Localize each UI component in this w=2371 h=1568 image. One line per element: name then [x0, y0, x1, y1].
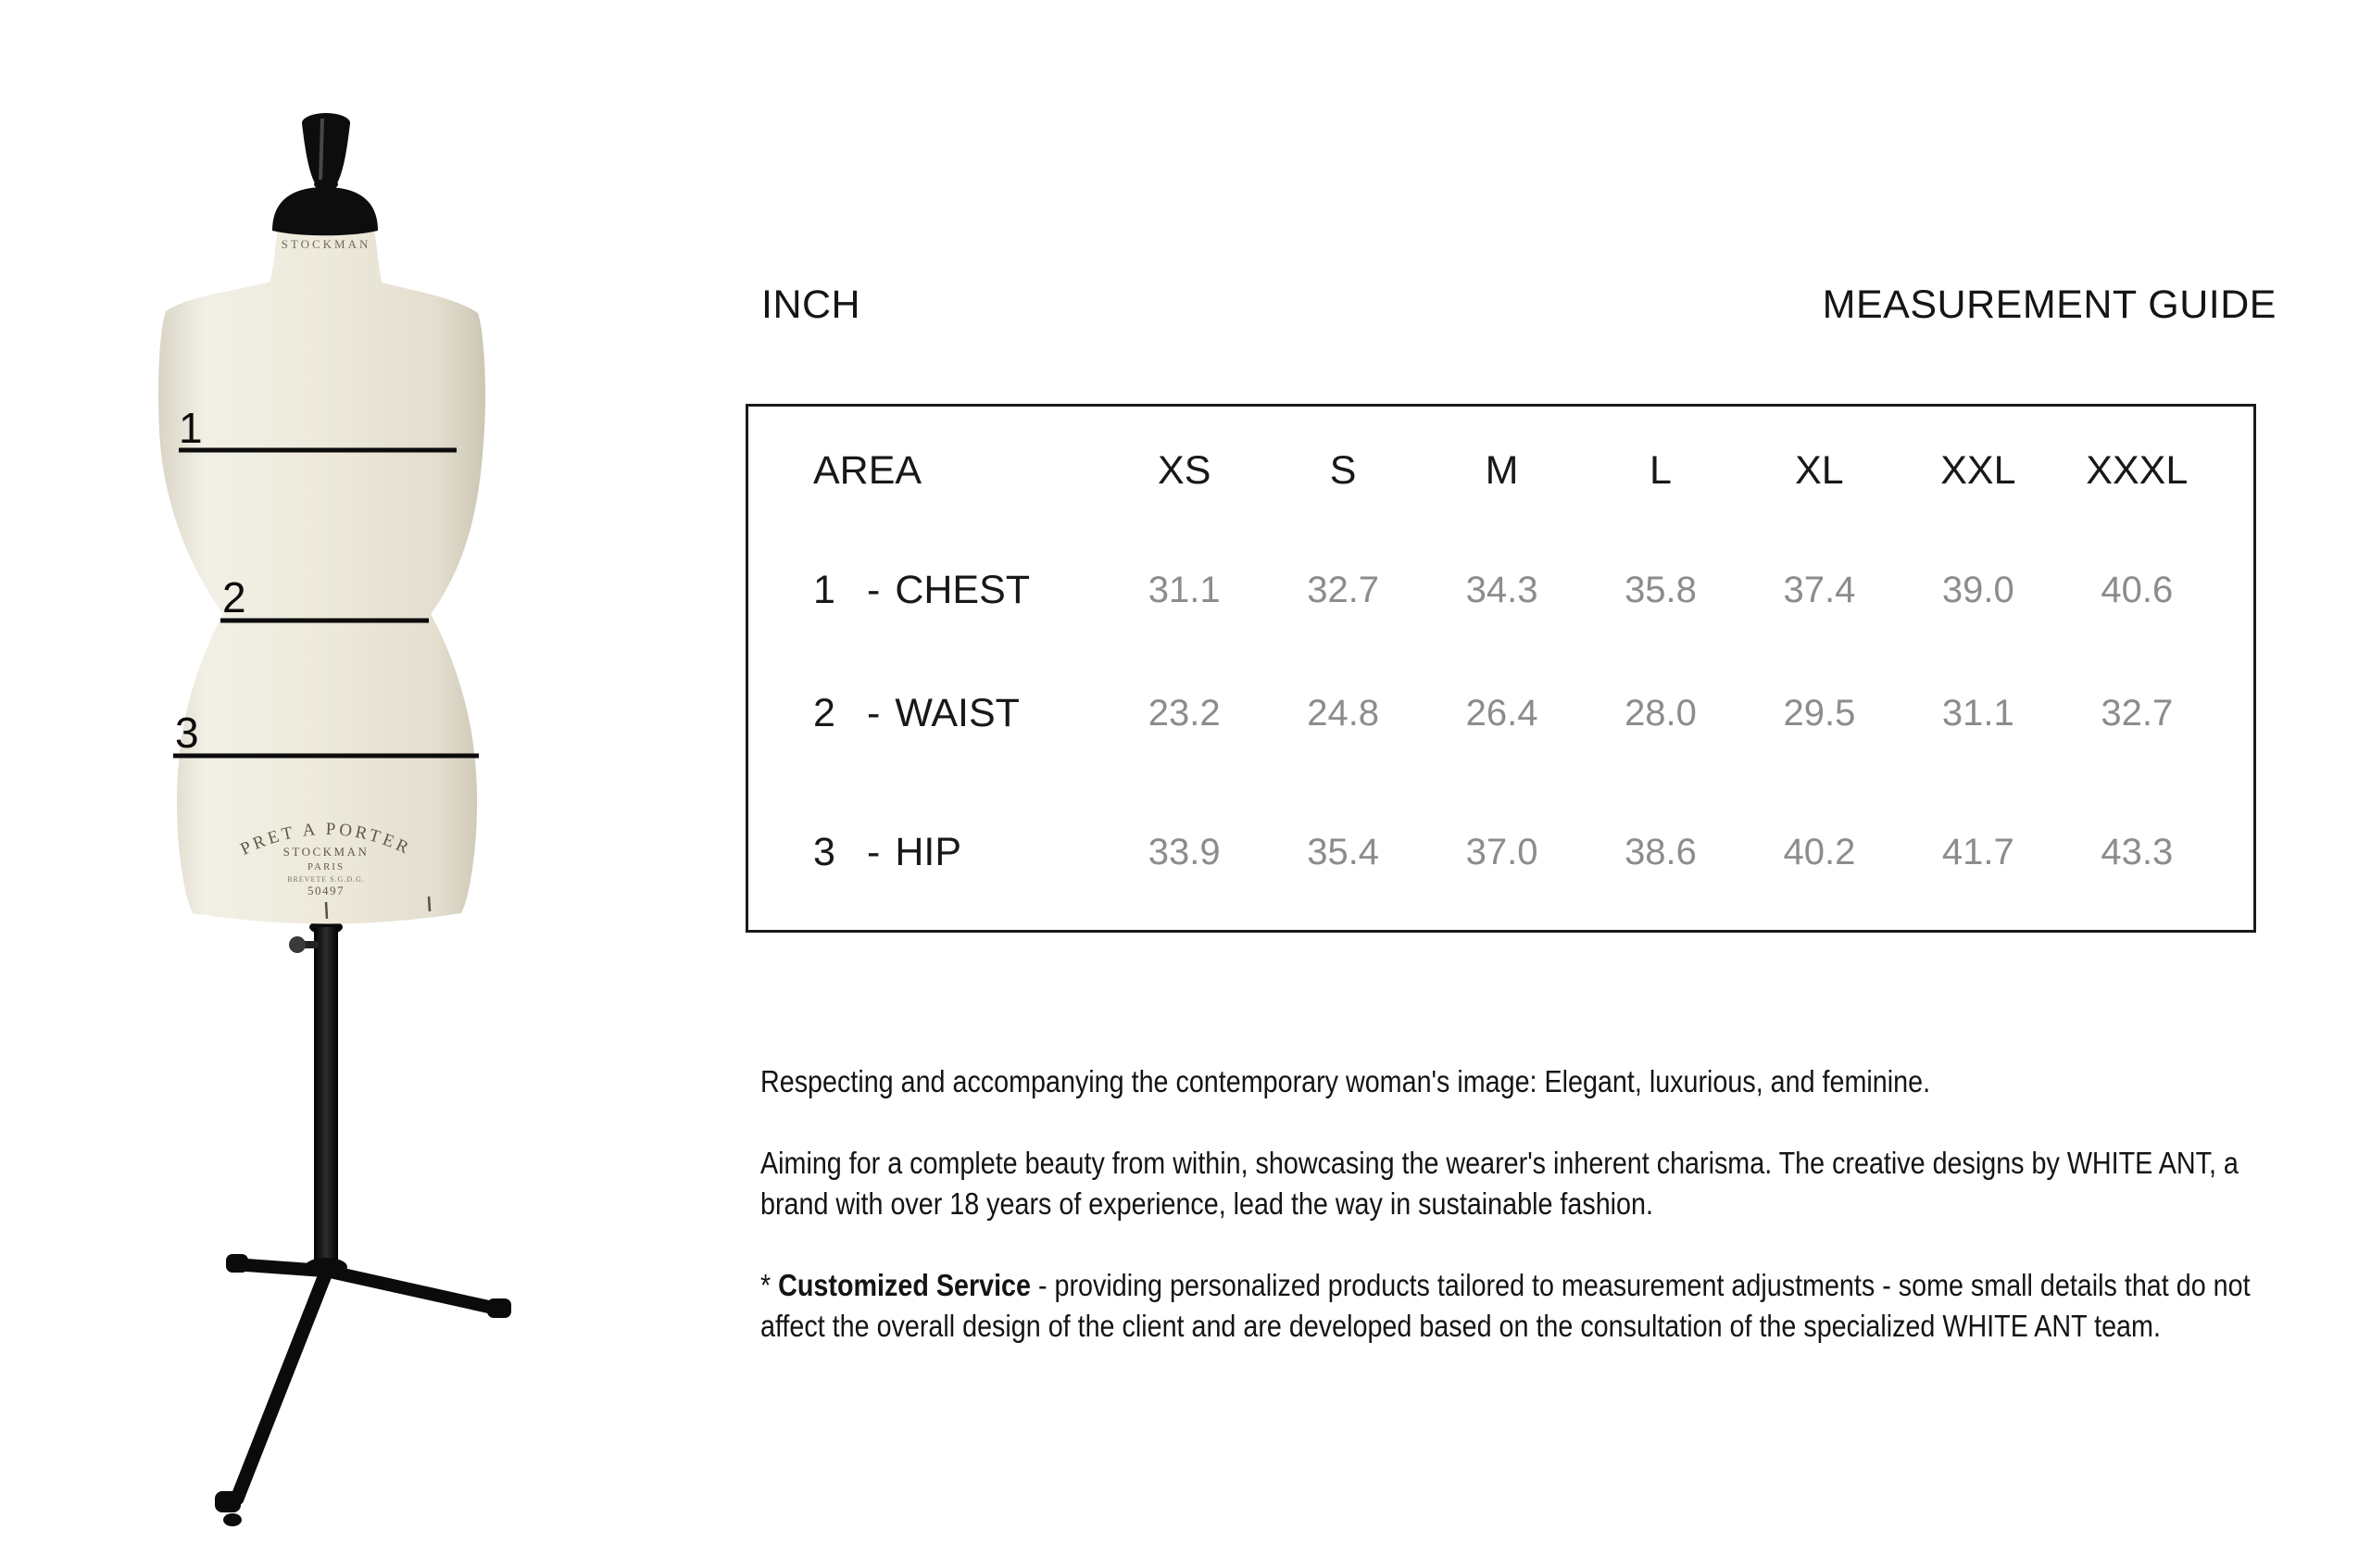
- chest-xl: 37.4: [1783, 569, 1856, 610]
- row-number: 2: [813, 690, 835, 735]
- neck-cap-and-finial: [272, 113, 378, 235]
- waist-marker-number: 2: [222, 573, 246, 621]
- column-header-xxxl: XXXL: [2086, 447, 2189, 493]
- waist-xxxl: 32.7: [2101, 692, 2174, 734]
- size-table: [746, 404, 2256, 933]
- service-description: - providing personalized products tailored to measurement adjustments - some small details that do not affect the overall design of the client and are developed based on the consultation of the specialized WHITE ANT team.: [760, 1268, 2251, 1343]
- torso-body: [158, 225, 485, 924]
- column-header-xl: XL: [1795, 447, 1844, 493]
- stand-pole: [289, 920, 343, 1270]
- waist-m: 26.4: [1465, 692, 1538, 734]
- row-separator: -: [867, 829, 881, 874]
- column-header-area: AREA: [813, 447, 922, 493]
- row-number: 3: [813, 829, 835, 874]
- hip-xxxl: 43.3: [2101, 831, 2174, 872]
- brand-arc-text: PRET A PORTER: [237, 819, 415, 859]
- waist-xl: 29.5: [1783, 692, 1856, 734]
- hip-xl: 40.2: [1783, 831, 1856, 872]
- column-header-l: L: [1650, 447, 1672, 493]
- hip-s: 35.4: [1307, 831, 1380, 872]
- row-label-chest: [748, 568, 1105, 613]
- chest-xxl: 39.0: [1941, 569, 2014, 610]
- waist-s: 24.8: [1307, 692, 1380, 734]
- brand-description: [760, 1061, 2283, 1387]
- chest-marker-number: 1: [179, 404, 203, 452]
- column-header-xxl: XXL: [1940, 447, 2016, 493]
- column-header-xs: XS: [1158, 447, 1211, 493]
- hip-l: 38.6: [1625, 831, 1697, 872]
- column-header-s: S: [1329, 447, 1357, 493]
- waist-xs: 23.2: [1148, 692, 1221, 734]
- hem-tick: [326, 902, 327, 919]
- unit-label: INCH: [761, 282, 861, 327]
- chest-xs: 31.1: [1148, 569, 1221, 610]
- waist-xxl: 31.1: [1941, 692, 2014, 734]
- hip-marker-number: 3: [175, 709, 199, 757]
- paragraph-service: [760, 1265, 2283, 1347]
- row-separator: -: [867, 567, 881, 612]
- chest-l: 35.8: [1625, 569, 1697, 610]
- hip-xxl: 41.7: [1941, 831, 2014, 872]
- row-label-hip: [748, 830, 1105, 875]
- brand-city-text: PARIS: [307, 861, 345, 872]
- row-number: 1: [813, 567, 835, 612]
- height-adjust-screw: [289, 936, 306, 953]
- row-separator: -: [867, 690, 881, 735]
- paragraph-image: Respecting and accompanying the contemporary woman's image: Elegant, luxurious, and feminine.: [760, 1064, 1931, 1098]
- brand-name-text: STOCKMAN: [282, 845, 370, 859]
- tripod-base: [215, 1254, 511, 1526]
- mannequin-illustration: [89, 74, 524, 1556]
- neck-stamp-text: STOCKMAN: [281, 237, 371, 251]
- asterisk: *: [760, 1268, 779, 1302]
- chest-m: 34.3: [1465, 569, 1538, 610]
- hip-xs: 33.9: [1148, 831, 1221, 872]
- customized-service-label: Customized Service: [778, 1268, 1032, 1302]
- chest-xxxl: 40.6: [2101, 569, 2174, 610]
- waist-l: 28.0: [1625, 692, 1697, 734]
- hip-m: 37.0: [1465, 831, 1538, 872]
- column-header-m: M: [1485, 447, 1519, 493]
- brand-patent-text: BREVETE S.G.D.G.: [287, 875, 365, 884]
- brand-number-text: 50497: [307, 884, 345, 897]
- row-label-waist: [748, 691, 1105, 736]
- row-name: HIP: [895, 829, 962, 874]
- hem-tick: [429, 897, 430, 911]
- page-title: MEASUREMENT GUIDE: [1822, 282, 2277, 327]
- row-name: CHEST: [895, 567, 1031, 612]
- row-name: WAIST: [895, 690, 1020, 735]
- paragraph-brand: Aiming for a complete beauty from within, showcasing the wearer's inherent charisma. The creative designs by WHITE ANT, a brand with over 18 years of experience, lead the way in sustainable fashion.: [760, 1146, 2239, 1221]
- chest-s: 32.7: [1307, 569, 1380, 610]
